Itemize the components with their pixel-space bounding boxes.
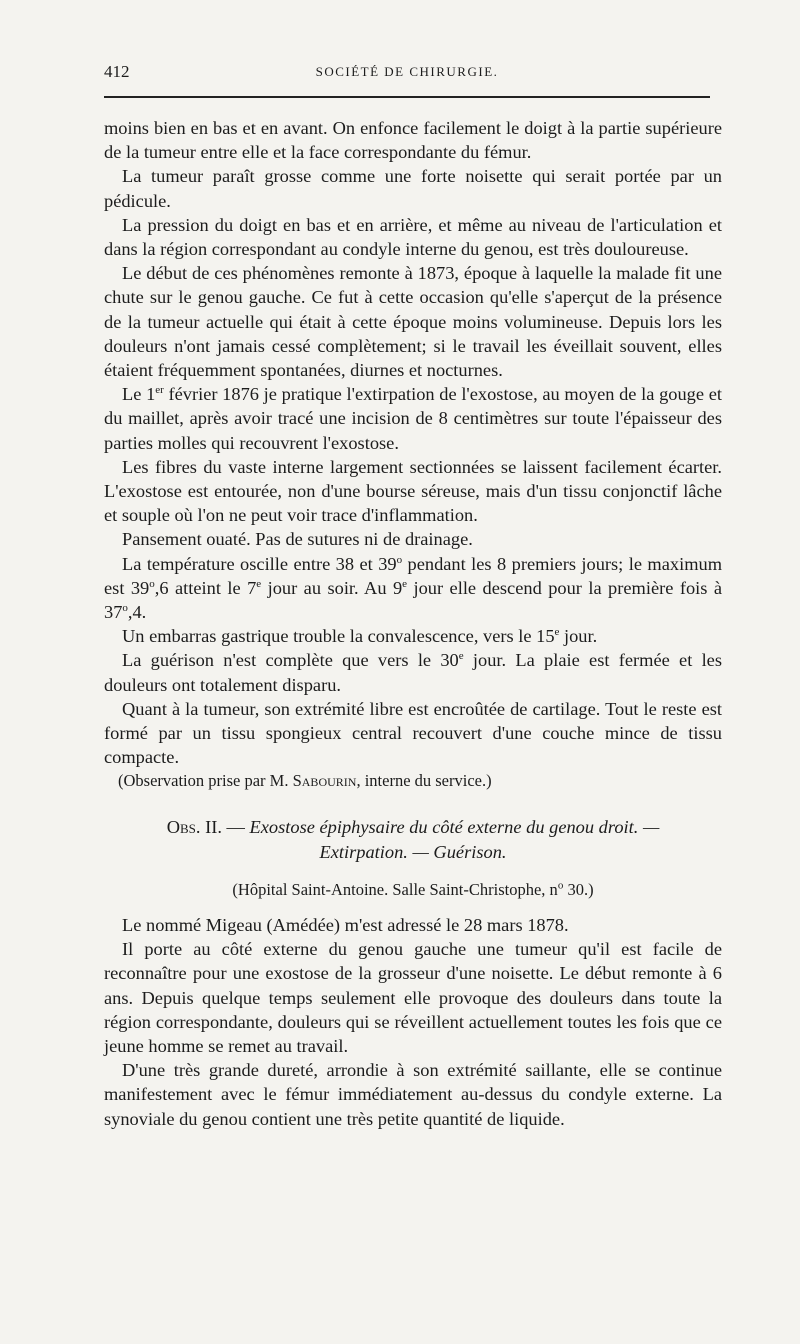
paragraph: La pression du doigt en bas et en arrière, et même au niveau de l'articulation et dans la région correspondant au condyle interne du genou, est très douloureuse. xyxy=(104,214,722,260)
superscript: er xyxy=(155,384,164,397)
text-run: 30.) xyxy=(563,879,594,899)
text-run: février 1876 je pratique l'extirpation de l'exostose, au moyen de la gouge et du maillet, après avoir tracé une incision de 8 centimètres sur toute l'épaisseur des parties molles qui recouvrent l'exostose. xyxy=(104,384,722,453)
text-run: Le 1 xyxy=(122,384,156,405)
text-run: (Hôpital Saint-Antoine. Salle Saint-Christophe, n xyxy=(232,879,558,899)
text-run: jour. xyxy=(559,626,598,647)
running-title: SOCIÉTÉ DE CHIRURGIE. xyxy=(315,64,499,79)
page-number: 412 xyxy=(104,62,130,81)
body-text xyxy=(104,116,722,1131)
superscript: o xyxy=(557,879,564,892)
text-run: pendant les 8 premiers jours; le maximum est 39 xyxy=(104,553,722,598)
paragraph: Le début de ces phénomènes remonte à 1873, époque à laquelle la malade fit une chute sur le genou gauche. Ce fut à cette occasion qu'elle s'aperçut de la présence de la tumeur actuelle qui était à cette époque moins volumineuse. Depuis lors les douleurs n'ont jamais cessé complètement; si le travail les éveillait souvent, elles étaient fréquemment spontanées, diurnes et nocturnes. xyxy=(104,263,722,381)
superscript: o xyxy=(396,553,403,566)
observation-note xyxy=(104,769,722,793)
superscript: e xyxy=(256,577,262,590)
superscript: e xyxy=(458,650,464,663)
title-line: Extirpation. — Guérison. xyxy=(319,841,507,862)
paragraph xyxy=(104,382,722,455)
text-run: (Observation prise par M. xyxy=(118,771,293,791)
paragraph: moins bien en bas et en avant. On enfonce facilement le doigt à la partie supérieure de la tumeur entre elle et la face correspondante du fémur. xyxy=(104,118,722,163)
paragraph: D'une très grande dureté, arrondie à son extrémité saillante, elle se continue manifestement avec le fémur immédiatement au-dessus du condyle externe. La synoviale du genou contient une très petite quantité de liquide. xyxy=(104,1060,722,1129)
hospital-line xyxy=(104,878,722,902)
superscript: e xyxy=(554,626,560,639)
page-header xyxy=(104,62,710,86)
observation-title xyxy=(104,815,722,865)
paragraph: Les fibres du vaste interne largement sectionnées se laissent facilement écarter. L'exostose est entourée, non d'une bourse séreuse, mais d'un tissu conjonctif lâche et souple où l'on ne peut voir trace d'inflammation. xyxy=(104,456,722,526)
text-run: ,4. xyxy=(127,602,147,623)
title-line: Exostose épiphysaire du côté externe du genou droit. — xyxy=(244,816,660,837)
text-run: , interne du service.) xyxy=(356,771,492,791)
text-run: jour elle descend pour la première fois à 37 xyxy=(104,577,723,623)
superscript: e xyxy=(402,577,408,590)
paragraph: Pansement ouaté. Pas de sutures ni de drainage. xyxy=(122,529,473,550)
paragraph xyxy=(104,552,722,625)
text-run: Un embarras gastrique trouble la convalescence, vers le 15 xyxy=(122,626,555,647)
paragraph xyxy=(104,648,722,696)
text-run: La guérison n'est complète que vers le 30 xyxy=(122,650,459,671)
author-name: Sabourin xyxy=(292,771,357,791)
text-run: La température oscille entre 38 et 39 xyxy=(122,553,397,574)
paragraph xyxy=(104,624,722,648)
text-run: jour au soir. Au 9 xyxy=(261,577,403,598)
superscript: o xyxy=(149,577,155,590)
observation-label: Obs. II. — xyxy=(166,816,245,837)
superscript: o xyxy=(122,601,128,614)
paragraph: La tumeur paraît grosse comme une forte noisette qui serait portée par un pédicule. xyxy=(104,166,722,211)
text-run: jour. La plaie est fermée et les douleurs ont totalement disparu. xyxy=(104,650,722,695)
paragraph: Quant à la tumeur, son extrémité libre est encroûtée de cartilage. Tout le reste est formé par un tissu spongieux central recouvert d'une couche mince de tissu compacte. xyxy=(104,698,722,768)
header-rule xyxy=(104,96,710,98)
text-run: ,6 atteint le 7 xyxy=(154,577,257,598)
paragraph: Le nommé Migeau (Amédée) m'est adressé le 28 mars 1878. xyxy=(122,914,569,935)
paragraph: Il porte au côté externe du genou gauche une tumeur qu'il est facile de reconnaître pour une exostose de la grosseur d'une noisette. Le début remonte à 6 ans. Depuis quelque temps seulement elle provoque des douleurs dans toute la région correspondante, douleurs qui se réveillent actuellement toutes les fois que ce jeune homme se remet au travail. xyxy=(104,939,722,1056)
